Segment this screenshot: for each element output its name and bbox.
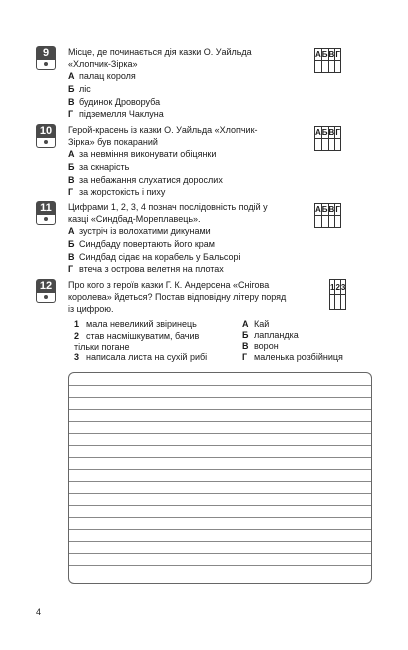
writing-line	[69, 469, 371, 470]
writing-line	[69, 421, 371, 422]
answer-cell[interactable]	[328, 139, 335, 151]
answer-header: 3	[340, 280, 345, 295]
difficulty-dot-icon	[36, 293, 56, 303]
answer-cell[interactable]	[321, 61, 328, 73]
answer-cell[interactable]	[328, 216, 335, 228]
question-number: 12	[36, 279, 56, 293]
option-a: А зустріч із волохатими дикунами	[68, 226, 211, 236]
writing-line	[69, 397, 371, 398]
answer-header: А	[315, 128, 321, 137]
answer-header: Б	[321, 205, 328, 214]
answer-header: Б	[321, 50, 328, 59]
match-left-3: 3 написала листа на сухій рибі	[74, 352, 208, 362]
question-number: 11	[36, 201, 56, 215]
match-left-2: 2 став насмішкуватим, бачив тільки погане	[74, 331, 200, 352]
answer-cell[interactable]	[335, 139, 341, 151]
answer-cell[interactable]	[335, 61, 341, 73]
question-number: 10	[36, 124, 56, 138]
question-number-badge	[36, 279, 56, 303]
writing-line	[69, 445, 371, 446]
match-right-c: В ворон	[242, 341, 279, 351]
answer-header: 2	[335, 280, 340, 295]
answer-grid	[314, 48, 341, 73]
writing-line	[69, 565, 371, 566]
writing-line	[69, 553, 371, 554]
option-c: В будинок Дроворуба	[68, 97, 161, 107]
answer-cell[interactable]	[340, 295, 345, 310]
option-c: В Синдбад сідає на корабель у Бальсорі	[68, 252, 241, 262]
answer-header: В	[328, 205, 335, 214]
difficulty-dot-icon	[36, 215, 56, 225]
option-a: А палац короля	[68, 71, 136, 81]
option-d: Г за жорстокість і пиху	[68, 187, 166, 197]
answer-cell[interactable]	[315, 61, 322, 73]
option-b: Б за скнарість	[68, 162, 130, 172]
answer-cell[interactable]	[315, 139, 322, 151]
writing-line	[69, 385, 371, 386]
writing-line	[69, 457, 371, 458]
question-number-badge	[36, 124, 56, 148]
answer-cell[interactable]	[335, 216, 341, 228]
question-number-badge	[36, 46, 56, 70]
answer-cell[interactable]	[315, 216, 322, 228]
writing-line	[69, 541, 371, 542]
answer-header: А	[315, 50, 321, 59]
answer-header: 1	[330, 280, 335, 295]
answer-cell[interactable]	[321, 216, 328, 228]
answer-header: Б	[321, 128, 328, 137]
answer-header: В	[328, 128, 335, 137]
question-number-badge	[36, 201, 56, 225]
writing-line	[69, 517, 371, 518]
option-d: Г підземелля Чаклуна	[68, 109, 164, 119]
writing-line	[69, 481, 371, 482]
answer-header: А	[315, 205, 321, 214]
writing-line	[69, 529, 371, 530]
match-right-a: А Кай	[242, 319, 270, 329]
option-c: В за небажання слухатися дорослих	[68, 175, 223, 185]
option-b: Б ліс	[68, 84, 91, 94]
question-text: Місце, де починається дія казки О. Уайльда «Хлопчик-Зірка»	[68, 47, 252, 69]
option-b: Б Синдбаду повертають його крам	[68, 239, 215, 249]
option-d: Г втеча з острова велетня на плотах	[68, 264, 224, 274]
match-right-d: Г маленька розбійниця	[242, 352, 343, 362]
match-left-1: 1 мала невеликий звіринець	[74, 319, 197, 329]
writing-line	[69, 505, 371, 506]
answer-header: Г	[335, 50, 340, 59]
answer-grid	[314, 126, 341, 151]
answer-grid	[314, 203, 341, 228]
option-a: А за невміння виконувати обіцянки	[68, 149, 217, 159]
difficulty-dot-icon	[36, 60, 56, 70]
question-text: Герой-красень із казки О. Уайльда «Хлопчик-Зірка» був покараний	[68, 125, 258, 147]
answer-header: В	[328, 50, 335, 59]
answer-header: Г	[335, 128, 340, 137]
question-text: Цифрами 1, 2, 3, 4 познач послідовність подій у казці «Синдбад-Мореплавець».	[68, 202, 268, 224]
writing-line	[69, 409, 371, 410]
writing-line	[69, 493, 371, 494]
answer-header: Г	[335, 205, 340, 214]
match-right-b: Б лапландка	[242, 330, 299, 340]
page-number: 4	[36, 607, 42, 617]
answer-cell[interactable]	[328, 61, 335, 73]
question-number: 9	[36, 46, 56, 60]
difficulty-dot-icon	[36, 138, 56, 148]
writing-lines-area[interactable]	[68, 372, 372, 584]
answer-grid	[329, 279, 346, 310]
answer-cell[interactable]	[321, 139, 328, 151]
question-text: Про кого з героїв казки Г. К. Андерсена «Снігова королева» йдеться? Постав відповідну літеру поряд із цифрою.	[68, 280, 287, 314]
writing-line	[69, 433, 371, 434]
